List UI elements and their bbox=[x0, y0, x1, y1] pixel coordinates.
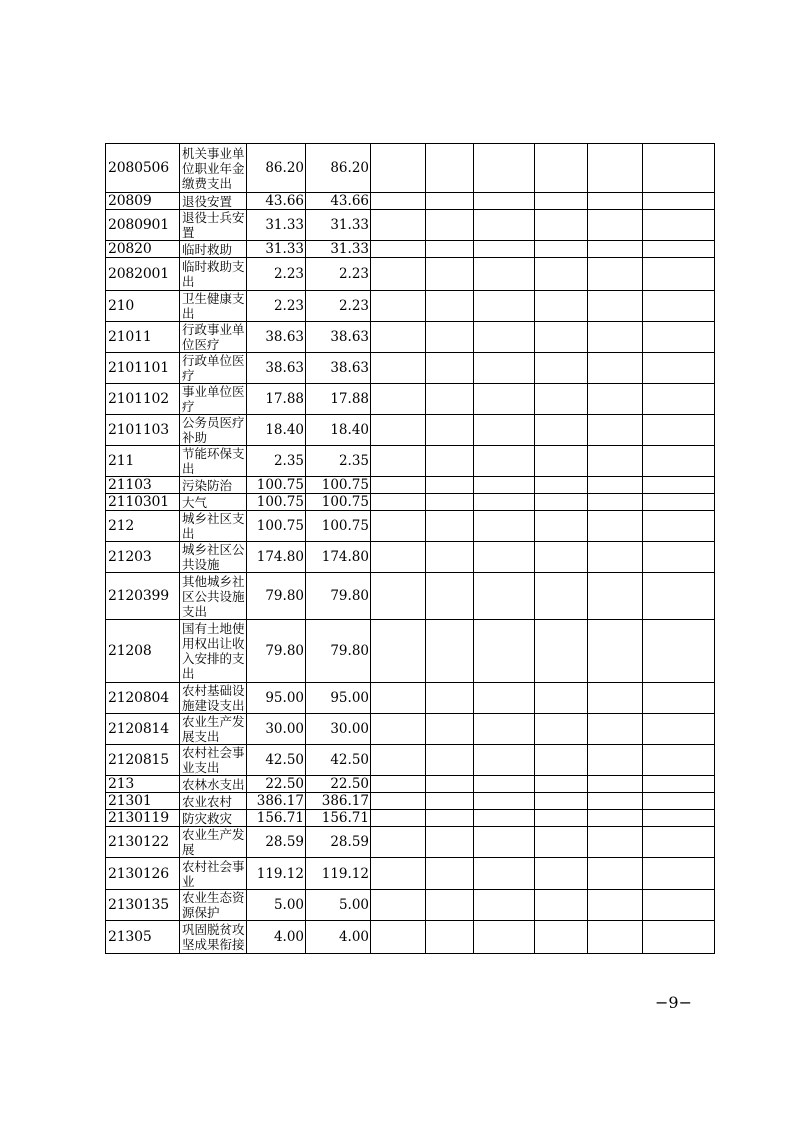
empty-cell bbox=[588, 353, 643, 384]
item-name-cell: 卫生健康支出 bbox=[180, 291, 247, 322]
account-code-cell: 20809 bbox=[106, 193, 180, 210]
empty-cell bbox=[535, 291, 588, 322]
empty-cell bbox=[643, 494, 715, 511]
empty-cell bbox=[535, 322, 588, 353]
empty-cell bbox=[426, 511, 474, 542]
amount-cell: 38.63 bbox=[247, 322, 306, 353]
empty-cell bbox=[643, 683, 715, 714]
amount-cell: 86.20 bbox=[306, 144, 371, 193]
empty-cell bbox=[535, 144, 588, 193]
account-code-cell: 213 bbox=[106, 776, 180, 793]
empty-cell bbox=[474, 573, 535, 620]
amount-cell: 42.50 bbox=[247, 745, 306, 776]
amount-cell: 174.80 bbox=[306, 542, 371, 573]
empty-cell bbox=[426, 477, 474, 494]
empty-cell bbox=[426, 745, 474, 776]
empty-cell bbox=[588, 620, 643, 683]
empty-cell bbox=[371, 353, 426, 384]
amount-cell: 100.75 bbox=[306, 511, 371, 542]
item-name-cell: 农村基础设施建设支出 bbox=[180, 683, 247, 714]
amount-cell: 28.59 bbox=[306, 827, 371, 858]
empty-cell bbox=[643, 241, 715, 258]
amount-cell: 79.80 bbox=[306, 620, 371, 683]
empty-cell bbox=[535, 573, 588, 620]
empty-cell bbox=[474, 921, 535, 954]
table-row bbox=[106, 858, 715, 890]
empty-cell bbox=[371, 446, 426, 477]
empty-cell bbox=[643, 776, 715, 793]
amount-cell: 79.80 bbox=[247, 573, 306, 620]
item-name-cell: 农林水支出 bbox=[180, 776, 247, 793]
empty-cell bbox=[643, 384, 715, 415]
empty-cell bbox=[588, 858, 643, 890]
empty-cell bbox=[643, 714, 715, 745]
item-name-cell: 农村社会事业支出 bbox=[180, 745, 247, 776]
empty-cell bbox=[535, 193, 588, 210]
table-row bbox=[106, 193, 715, 210]
empty-cell bbox=[371, 144, 426, 193]
account-code-cell: 2120804 bbox=[106, 683, 180, 714]
table-row bbox=[106, 415, 715, 446]
empty-cell bbox=[426, 193, 474, 210]
empty-cell bbox=[535, 683, 588, 714]
account-code-cell: 2101101 bbox=[106, 353, 180, 384]
empty-cell bbox=[588, 291, 643, 322]
account-code-cell: 211 bbox=[106, 446, 180, 477]
empty-cell bbox=[371, 210, 426, 241]
amount-cell: 38.63 bbox=[306, 353, 371, 384]
item-name-cell: 城乡社区支出 bbox=[180, 511, 247, 542]
empty-cell bbox=[474, 144, 535, 193]
account-code-cell: 20820 bbox=[106, 241, 180, 258]
table-row bbox=[106, 291, 715, 322]
empty-cell bbox=[474, 793, 535, 810]
account-code-cell: 2130119 bbox=[106, 810, 180, 827]
empty-cell bbox=[588, 415, 643, 446]
empty-cell bbox=[474, 827, 535, 858]
empty-cell bbox=[643, 827, 715, 858]
empty-cell bbox=[474, 890, 535, 921]
amount-cell: 18.40 bbox=[247, 415, 306, 446]
item-name-cell: 退役安置 bbox=[180, 193, 247, 210]
table-row bbox=[106, 745, 715, 776]
empty-cell bbox=[535, 258, 588, 291]
amount-cell: 386.17 bbox=[247, 793, 306, 810]
table-row bbox=[106, 793, 715, 810]
amount-cell: 31.33 bbox=[247, 210, 306, 241]
empty-cell bbox=[371, 415, 426, 446]
account-code-cell: 2120814 bbox=[106, 714, 180, 745]
empty-cell bbox=[474, 193, 535, 210]
empty-cell bbox=[474, 258, 535, 291]
empty-cell bbox=[588, 446, 643, 477]
amount-cell: 119.12 bbox=[247, 858, 306, 890]
empty-cell bbox=[426, 542, 474, 573]
empty-cell bbox=[535, 353, 588, 384]
empty-cell bbox=[426, 494, 474, 511]
amount-cell: 30.00 bbox=[247, 714, 306, 745]
account-code-cell: 21301 bbox=[106, 793, 180, 810]
amount-cell: 174.80 bbox=[247, 542, 306, 573]
item-name-cell: 农村社会事业 bbox=[180, 858, 247, 890]
empty-cell bbox=[535, 745, 588, 776]
empty-cell bbox=[474, 620, 535, 683]
item-name-cell: 行政事业单位医疗 bbox=[180, 322, 247, 353]
empty-cell bbox=[371, 810, 426, 827]
account-code-cell: 2130126 bbox=[106, 858, 180, 890]
account-code-cell: 2080901 bbox=[106, 210, 180, 241]
empty-cell bbox=[371, 258, 426, 291]
empty-cell bbox=[535, 477, 588, 494]
account-code-cell: 21103 bbox=[106, 477, 180, 494]
empty-cell bbox=[474, 810, 535, 827]
empty-cell bbox=[474, 714, 535, 745]
item-name-cell: 巩固脱贫攻坚成果衔接 bbox=[180, 921, 247, 954]
amount-cell: 31.33 bbox=[247, 241, 306, 258]
empty-cell bbox=[371, 542, 426, 573]
empty-cell bbox=[643, 793, 715, 810]
empty-cell bbox=[643, 511, 715, 542]
empty-cell bbox=[426, 858, 474, 890]
empty-cell bbox=[426, 890, 474, 921]
empty-cell bbox=[588, 193, 643, 210]
table-row bbox=[106, 494, 715, 511]
account-code-cell: 21208 bbox=[106, 620, 180, 683]
amount-cell: 31.33 bbox=[306, 241, 371, 258]
account-code-cell: 212 bbox=[106, 511, 180, 542]
empty-cell bbox=[426, 827, 474, 858]
empty-cell bbox=[643, 446, 715, 477]
amount-cell: 28.59 bbox=[247, 827, 306, 858]
amount-cell: 100.75 bbox=[306, 477, 371, 494]
empty-cell bbox=[426, 241, 474, 258]
amount-cell: 386.17 bbox=[306, 793, 371, 810]
empty-cell bbox=[426, 776, 474, 793]
empty-cell bbox=[426, 714, 474, 745]
amount-cell: 4.00 bbox=[247, 921, 306, 954]
empty-cell bbox=[643, 542, 715, 573]
empty-cell bbox=[588, 511, 643, 542]
empty-cell bbox=[371, 384, 426, 415]
empty-cell bbox=[474, 322, 535, 353]
empty-cell bbox=[588, 793, 643, 810]
empty-cell bbox=[426, 210, 474, 241]
empty-cell bbox=[535, 446, 588, 477]
empty-cell bbox=[474, 776, 535, 793]
empty-cell bbox=[474, 291, 535, 322]
empty-cell bbox=[371, 193, 426, 210]
account-code-cell: 2082001 bbox=[106, 258, 180, 291]
empty-cell bbox=[535, 714, 588, 745]
account-code-cell: 21305 bbox=[106, 921, 180, 954]
empty-cell bbox=[643, 745, 715, 776]
amount-cell: 43.66 bbox=[247, 193, 306, 210]
item-name-cell: 节能环保支出 bbox=[180, 446, 247, 477]
table-row bbox=[106, 384, 715, 415]
empty-cell bbox=[474, 210, 535, 241]
table-row bbox=[106, 477, 715, 494]
amount-cell: 18.40 bbox=[306, 415, 371, 446]
empty-cell bbox=[426, 620, 474, 683]
empty-cell bbox=[426, 353, 474, 384]
account-code-cell: 2080506 bbox=[106, 144, 180, 193]
amount-cell: 17.88 bbox=[247, 384, 306, 415]
empty-cell bbox=[643, 210, 715, 241]
table-row bbox=[106, 921, 715, 954]
empty-cell bbox=[643, 144, 715, 193]
empty-cell bbox=[426, 144, 474, 193]
empty-cell bbox=[588, 827, 643, 858]
table-row bbox=[106, 322, 715, 353]
amount-cell: 100.75 bbox=[247, 477, 306, 494]
item-name-cell: 退役士兵安置 bbox=[180, 210, 247, 241]
table-row bbox=[106, 446, 715, 477]
empty-cell bbox=[474, 446, 535, 477]
amount-cell: 2.23 bbox=[306, 291, 371, 322]
empty-cell bbox=[371, 776, 426, 793]
amount-cell: 30.00 bbox=[306, 714, 371, 745]
item-name-cell: 公务员医疗补助 bbox=[180, 415, 247, 446]
item-name-cell: 防灾救灾 bbox=[180, 810, 247, 827]
item-name-cell: 行政单位医疗 bbox=[180, 353, 247, 384]
page-number: −9− bbox=[655, 993, 692, 1012]
empty-cell bbox=[474, 494, 535, 511]
amount-cell: 100.75 bbox=[247, 494, 306, 511]
empty-cell bbox=[371, 745, 426, 776]
empty-cell bbox=[643, 890, 715, 921]
empty-cell bbox=[474, 511, 535, 542]
empty-cell bbox=[535, 921, 588, 954]
amount-cell: 79.80 bbox=[247, 620, 306, 683]
empty-cell bbox=[371, 241, 426, 258]
empty-cell bbox=[535, 511, 588, 542]
empty-cell bbox=[426, 810, 474, 827]
empty-cell bbox=[371, 858, 426, 890]
item-name-cell: 农业生产发展支出 bbox=[180, 714, 247, 745]
table-row bbox=[106, 511, 715, 542]
empty-cell bbox=[535, 827, 588, 858]
empty-cell bbox=[371, 291, 426, 322]
amount-cell: 95.00 bbox=[306, 683, 371, 714]
amount-cell: 2.23 bbox=[306, 258, 371, 291]
empty-cell bbox=[474, 745, 535, 776]
empty-cell bbox=[371, 477, 426, 494]
empty-cell bbox=[643, 573, 715, 620]
item-name-cell: 农业生产发展 bbox=[180, 827, 247, 858]
amount-cell: 17.88 bbox=[306, 384, 371, 415]
empty-cell bbox=[588, 494, 643, 511]
amount-cell: 95.00 bbox=[247, 683, 306, 714]
amount-cell: 86.20 bbox=[247, 144, 306, 193]
item-name-cell: 农业生态资源保护 bbox=[180, 890, 247, 921]
empty-cell bbox=[643, 810, 715, 827]
amount-cell: 43.66 bbox=[306, 193, 371, 210]
account-code-cell: 2101102 bbox=[106, 384, 180, 415]
item-name-cell: 污染防治 bbox=[180, 477, 247, 494]
empty-cell bbox=[426, 793, 474, 810]
empty-cell bbox=[588, 258, 643, 291]
table-row bbox=[106, 573, 715, 620]
empty-cell bbox=[588, 714, 643, 745]
empty-cell bbox=[588, 573, 643, 620]
empty-cell bbox=[371, 921, 426, 954]
empty-cell bbox=[643, 477, 715, 494]
item-name-cell: 农业农村 bbox=[180, 793, 247, 810]
amount-cell: 38.63 bbox=[306, 322, 371, 353]
amount-cell: 2.35 bbox=[247, 446, 306, 477]
amount-cell: 5.00 bbox=[306, 890, 371, 921]
amount-cell: 100.75 bbox=[306, 494, 371, 511]
empty-cell bbox=[643, 291, 715, 322]
account-code-cell: 2101103 bbox=[106, 415, 180, 446]
amount-cell: 2.35 bbox=[306, 446, 371, 477]
item-name-cell: 事业单位医疗 bbox=[180, 384, 247, 415]
table-row bbox=[106, 353, 715, 384]
item-name-cell: 大气 bbox=[180, 494, 247, 511]
table-row bbox=[106, 210, 715, 241]
empty-cell bbox=[588, 241, 643, 258]
budget-table bbox=[105, 143, 715, 954]
item-name-cell: 临时救助支出 bbox=[180, 258, 247, 291]
empty-cell bbox=[588, 921, 643, 954]
empty-cell bbox=[588, 144, 643, 193]
empty-cell bbox=[426, 683, 474, 714]
table-row bbox=[106, 890, 715, 921]
account-code-cell: 2120399 bbox=[106, 573, 180, 620]
empty-cell bbox=[535, 890, 588, 921]
empty-cell bbox=[371, 683, 426, 714]
amount-cell: 38.63 bbox=[247, 353, 306, 384]
empty-cell bbox=[426, 415, 474, 446]
empty-cell bbox=[474, 542, 535, 573]
empty-cell bbox=[588, 477, 643, 494]
empty-cell bbox=[474, 384, 535, 415]
empty-cell bbox=[643, 858, 715, 890]
empty-cell bbox=[371, 511, 426, 542]
empty-cell bbox=[535, 210, 588, 241]
empty-cell bbox=[535, 793, 588, 810]
amount-cell: 2.23 bbox=[247, 291, 306, 322]
amount-cell: 5.00 bbox=[247, 890, 306, 921]
empty-cell bbox=[643, 258, 715, 291]
empty-cell bbox=[643, 193, 715, 210]
empty-cell bbox=[643, 415, 715, 446]
account-code-cell: 21203 bbox=[106, 542, 180, 573]
empty-cell bbox=[474, 683, 535, 714]
amount-cell: 2.23 bbox=[247, 258, 306, 291]
account-code-cell: 2120815 bbox=[106, 745, 180, 776]
amount-cell: 42.50 bbox=[306, 745, 371, 776]
empty-cell bbox=[426, 291, 474, 322]
item-name-cell: 临时救助 bbox=[180, 241, 247, 258]
table-row bbox=[106, 810, 715, 827]
empty-cell bbox=[643, 322, 715, 353]
table-row bbox=[106, 258, 715, 291]
empty-cell bbox=[535, 241, 588, 258]
empty-cell bbox=[426, 258, 474, 291]
empty-cell bbox=[426, 446, 474, 477]
empty-cell bbox=[371, 620, 426, 683]
empty-cell bbox=[426, 322, 474, 353]
amount-cell: 31.33 bbox=[306, 210, 371, 241]
amount-cell: 119.12 bbox=[306, 858, 371, 890]
empty-cell bbox=[474, 241, 535, 258]
item-name-cell: 其他城乡社区公共设施支出 bbox=[180, 573, 247, 620]
empty-cell bbox=[371, 573, 426, 620]
empty-cell bbox=[535, 858, 588, 890]
account-code-cell: 21011 bbox=[106, 322, 180, 353]
empty-cell bbox=[371, 494, 426, 511]
empty-cell bbox=[474, 353, 535, 384]
amount-cell: 22.50 bbox=[247, 776, 306, 793]
table-row bbox=[106, 714, 715, 745]
account-code-cell: 2130135 bbox=[106, 890, 180, 921]
empty-cell bbox=[588, 542, 643, 573]
table-row bbox=[106, 241, 715, 258]
empty-cell bbox=[643, 353, 715, 384]
empty-cell bbox=[643, 921, 715, 954]
amount-cell: 100.75 bbox=[247, 511, 306, 542]
empty-cell bbox=[588, 745, 643, 776]
empty-cell bbox=[426, 573, 474, 620]
empty-cell bbox=[535, 384, 588, 415]
amount-cell: 79.80 bbox=[306, 573, 371, 620]
empty-cell bbox=[535, 620, 588, 683]
empty-cell bbox=[535, 542, 588, 573]
empty-cell bbox=[474, 477, 535, 494]
table-row bbox=[106, 620, 715, 683]
empty-cell bbox=[535, 494, 588, 511]
empty-cell bbox=[588, 890, 643, 921]
empty-cell bbox=[371, 890, 426, 921]
table-row bbox=[106, 683, 715, 714]
empty-cell bbox=[588, 384, 643, 415]
empty-cell bbox=[588, 683, 643, 714]
empty-cell bbox=[426, 921, 474, 954]
amount-cell: 22.50 bbox=[306, 776, 371, 793]
account-code-cell: 210 bbox=[106, 291, 180, 322]
item-name-cell: 城乡社区公共设施 bbox=[180, 542, 247, 573]
empty-cell bbox=[474, 415, 535, 446]
account-code-cell: 2130122 bbox=[106, 827, 180, 858]
empty-cell bbox=[535, 415, 588, 446]
empty-cell bbox=[535, 810, 588, 827]
empty-cell bbox=[588, 810, 643, 827]
empty-cell bbox=[588, 776, 643, 793]
empty-cell bbox=[474, 858, 535, 890]
account-code-cell: 2110301 bbox=[106, 494, 180, 511]
empty-cell bbox=[643, 620, 715, 683]
table-row bbox=[106, 776, 715, 793]
amount-cell: 4.00 bbox=[306, 921, 371, 954]
amount-cell: 156.71 bbox=[306, 810, 371, 827]
amount-cell: 156.71 bbox=[247, 810, 306, 827]
empty-cell bbox=[371, 714, 426, 745]
empty-cell bbox=[588, 322, 643, 353]
empty-cell bbox=[588, 210, 643, 241]
table-row bbox=[106, 827, 715, 858]
empty-cell bbox=[371, 322, 426, 353]
empty-cell bbox=[535, 776, 588, 793]
table-row bbox=[106, 144, 715, 193]
empty-cell bbox=[371, 793, 426, 810]
empty-cell bbox=[426, 384, 474, 415]
empty-cell bbox=[371, 827, 426, 858]
item-name-cell: 国有土地使用权出让收入安排的支出 bbox=[180, 620, 247, 683]
item-name-cell: 机关事业单位职业年金缴费支出 bbox=[180, 144, 247, 193]
table-row bbox=[106, 542, 715, 573]
